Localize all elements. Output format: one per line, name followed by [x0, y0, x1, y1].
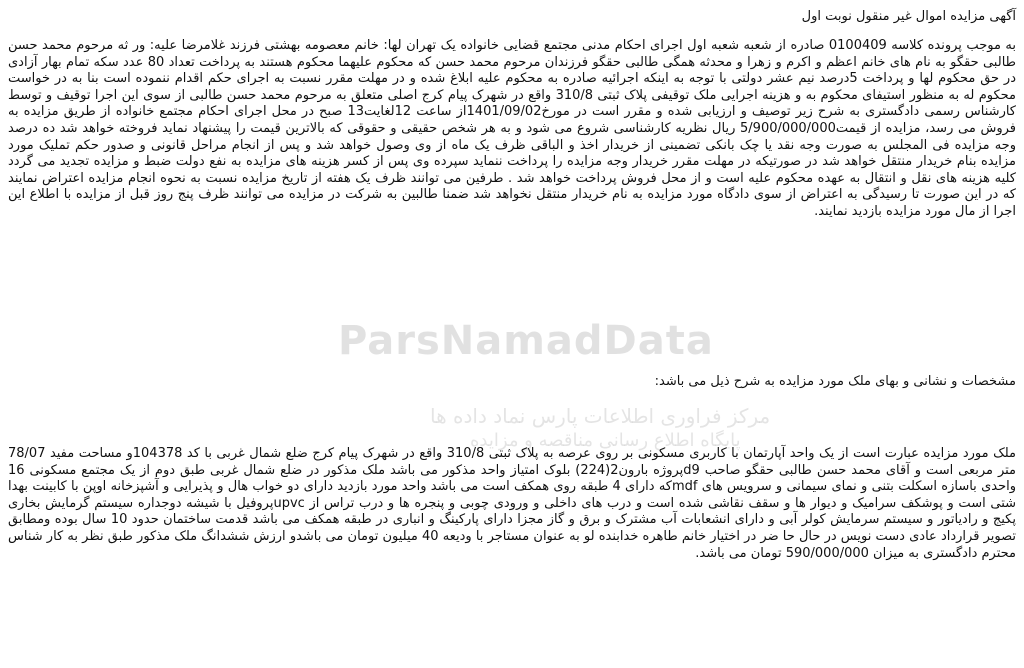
- notice-title: آگهی مزایده اموال غیر منقول نوبت اول: [801, 9, 1016, 24]
- property-subheading: مشخصات و نشانی و بهای ملک مورد مزایده به شرح ذیل می باشد:: [654, 374, 1016, 389]
- watermark-logo: ParsNamadData: [338, 318, 714, 364]
- property-description-section: [8, 446, 1016, 562]
- case-paragraph: به موجب پرونده کلاسه 0100409 صادره از شعبه شعبه اول اجرای احکام مدنی مجتمع قضایی خانواده یک تهران لها: خانم معصومه بهشتی فرزند غلامرضا علیه: ور ثه مرحوم محمد حسن طالبی حقگو به نام های خانم اعظم و اکرم و زهرا و محدثه همگی طالبی حقگو فرزندان مرحوم محمد حسن که محکوم علیهما محکوم هستند به پرداخت تعداد 80 عدد سکه تمام بهار آزادی در حق محکوم لها و پرداخت 5درصد نیم عشر دولتی با توجه به اینکه اجرائیه صادره به محکوم علیه ابلاغ شده و در مهلت مقرر نسبت به اجرای حکم اقدام ننموده است بنا به در خواست محکوم له به منظور استیفای محکوم به و هزینه اجرایی ملک توقیفی پلاک ثبتی 310/8 واقع در شهرک پیام کرج اصلی متعلق به مرحوم محمد حسن طالبی از سوی این اجرا توقیف و توسط کارشناس رسمی دادگستری به شرح زیر توصیف و ارزیابی شده و مقرر است در مورخ1401/09/02از ساعت 12لغایت13 صبح در محل اجرای احکام مجتمع خانواده از طریق مزایده به فروش می رسد، مزایده از قیمت5/900/000/000 ریال نظریه کارشناسی شروع می شود و به هر شخص حقیقی و حقوقی که بالاترین قیمت را پیشنهاد نماید فروخته خواهد شد ده درصد وجه مزایده فی المجلس به صورت وجه نقد یا چک بانکی تضمینی از خریدار اخذ و الباقی ظرف یک ماه از وی وصول خواهد شد و پس از انجام مراحل قانونی و صدور حکم تملیک مورد مزایده بنام خریدار منتقل خواهد شد در صورتیکه در مهلت مقرر خریدار وجه مزایده را پرداخت ننماید سپرده وی پس از کسر هزینه های مزایده به نفع دولت ضبط و مزایده تجدید می گردد کلیه هزینه های نقل و انتقال به عهده محکوم علیه است و از محل فروش پرداخت خواهد شد . طرفین می توانند ظرف یک هفته از تاریخ مزایده نسبت به نحوه انجام مزایده اعتراض نمایند که در این صورت تا رسیدگی به اعتراض از سوی دادگاه مورد مزایده به نام خریدار منتقل نخواهد شد ضمنا طالبین به شرکت در مزایده می توانند ظرف پنج روز قبل از مزایده با اطلاع این اجرا از مال مورد مزایده بازدید نمایند.: [8, 38, 1017, 219]
- property-paragraph: ملک مورد مزایده عبارت است از یک واحد آپارتمان با کاربری مسکونی بر روی عرصه به پلاک ثبتی 310/8 واقع در شهرک پیام کرج ضلع شمال غربی با کد 104378و مساحت مفید 78/07 متر مربعی است و آقای محمد حسن طالبی حقگو صاحب d9پروژه بارون2(224) بلوک امتیاز واحد مذکور می باشد ملک مذکور در ضلع شمال غربی طبق دوم از یک مجتمع مسکونی 16 واحدی باسازه اسکلت بتنی و نمای سیمانی و سرویس های mdfکه دارای 4 طبقه روی همکف است می باشد واحد مورد بازدید دارای دو خواب هال و پذیرایی و آشپزخانه اوپن با کابینت بهدا شتی است و پوشکف سرامیک و دیوار ها و سقف نقاشی شده است و درب های داخلی و ورودی چوبی و پنجره ها و درب تراس از upvcپروفیل با شیشه دوجداره سیستم گرمایش بخاری پکیج و رادیاتور و سیستم سرمایش کولر آبی و دارای انشعابات آب مشترک و برق و گاز مجزا دارای پارکینگ و انباری در طبقه همکف می باشد قدمت ساختمان حدود 10 سال بوده ومطابق تصویر قرارداد عادی دست نویس در حال حا ضر در اختیار خانم طاهره خدابنده لو به عنوان مستاجر با ودیعه 40 میلیون تومان می باشدو ارزش ششدانگ ملک مذکور طبق نظر به کار شناس محترم دادگستری به میزان 590/000/000 تومان می باشد.: [8, 446, 1017, 561]
- watermark-caption-2: پایگاه اطلاع رسانی مناقصه و مزایده: [470, 430, 741, 451]
- watermark-caption-1: مرکز فراوری اطلاعات پارس نماد داده ها: [430, 404, 771, 428]
